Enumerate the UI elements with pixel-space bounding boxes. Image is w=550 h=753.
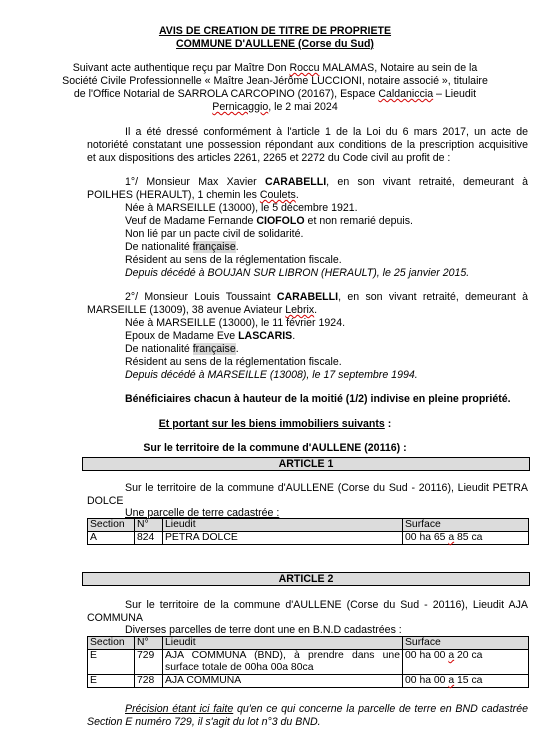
header-section: Section [88, 519, 135, 532]
person1-pacs: Non lié par un pacte civil de solidarité. [125, 228, 304, 240]
person2-line-1: 2°/ Monsieur Louis Toussaint CARABELLI, en son vivant retraité, demeurant à [125, 291, 528, 303]
person1-fiscal: Résident au sens de la réglementation fiscale. [125, 254, 342, 266]
article2-parcel-label: Diverses parcelles de terre dont une en B.N.D cadastrées : [125, 624, 402, 636]
table-row [88, 675, 529, 688]
person1-nationality: De nationalité française. [125, 241, 239, 253]
cell-lieudit: PETRA DOLCE [163, 532, 403, 545]
article1-line-2: DOLCE [87, 495, 124, 507]
cell-section: E [88, 650, 135, 675]
person1-line-1: 1°/ Monsieur Max Xavier CARABELLI, en son vivant retraité, demeurant à [125, 176, 528, 188]
article1-header: ARTICLE 1 [82, 457, 530, 471]
cell-lieudit-line-1: AJA COMMUNA (BND), à prendre dans une [165, 650, 400, 661]
intro-line-2: Société Civile Professionnelle « Maître Jean-Jérôme LUCCIONI, notaire associé », titulaire [62, 75, 488, 87]
article2-line-2: COMMUNA [87, 612, 143, 624]
cell-lieudit [163, 650, 403, 675]
territory-heading: Sur le territoire de la commune d'AULLENE (20116) : [143, 442, 407, 454]
person2-death: Depuis décédé à MARSEILLE (13008), le 17 septembre 1994. [125, 369, 418, 381]
header-section: Section [88, 637, 135, 650]
article2-line-1: Sur le territoire de la commune d'AULLENE (Corse du Sud - 20116), Lieudit AJA [125, 599, 528, 611]
cell-lieudit: AJA COMMUNA [163, 675, 403, 688]
person1-death: Depuis décédé à BOUJAN SUR LIBRON (HERAULT), le 25 janvier 2015. [125, 267, 470, 279]
article1-cadastre-table [87, 518, 529, 545]
person1-birth: Née à MARSEILLE (13000), le 5 décembre 1921. [125, 202, 358, 214]
precision-line-1: Précision étant ici faite qu'en ce qui concerne la parcelle de terre en BND cadastrée [125, 703, 528, 715]
cell-section: A [88, 532, 135, 545]
table-header-row [88, 519, 529, 532]
table-header-row [88, 637, 529, 650]
article2-header: ARTICLE 2 [82, 572, 530, 586]
intro-line-3: de l'Office Notarial de SARROLA CARCOPINO (20167), Espace Caldaniccia – Lieudit [73, 88, 477, 100]
intro-line-4: Pernicaggio, le 2 mai 2024 [212, 101, 338, 113]
cell-number: 729 [135, 650, 163, 675]
table-row [88, 650, 529, 675]
notoriety-line-1: Il a été dressé conformément à l'article 1 de la Loi du 6 mars 2017, un acte de [125, 126, 528, 138]
property-intro: Et portant sur les biens immobiliers suivants : [158, 418, 392, 430]
notoriety-line-2: notoriété constatant une possession répondant aux conditions de la prescription acquisitive [87, 139, 528, 151]
person1-address: POILHES (HERAULT), 1 chemin les Coulets. [87, 189, 299, 201]
header-surface: Surface [403, 637, 529, 650]
cell-lieudit-line-2: surface totale de 00ha 00a 80ca [165, 662, 314, 673]
person1-widow: Veuf de Madame Fernande CIOFOLO et non remarié depuis. [125, 215, 413, 227]
header-surface: Surface [403, 519, 529, 532]
article2-cadastre-table [87, 636, 529, 688]
cell-surface: 00 ha 65 a 85 ca [403, 532, 529, 545]
cell-surface: 00 ha 00 a 20 ca [403, 650, 529, 675]
article1-line-1: Sur le territoire de la commune d'AULLENE (Corse du Sud - 20116), Lieudit PETRA [125, 482, 528, 494]
cell-number: 728 [135, 675, 163, 688]
header-number: N° [135, 519, 163, 532]
person2-birth: Née à MARSEILLE (13000), le 11 février 1924. [125, 317, 346, 329]
article1-parcel-label: Une parcelle de terre cadastrée : [125, 507, 280, 519]
document-title: AVIS DE CREATION DE TITRE DE PROPRIETE [158, 25, 392, 37]
header-lieudit: Lieudit [163, 519, 403, 532]
document-subtitle: COMMUNE D'AULLENE (Corse du Sud) [176, 38, 374, 50]
person2-address: MARSEILLE (13009), 38 avenue Aviateur Lebrix. [87, 304, 318, 316]
intro-line-1: Suivant acte authentique reçu par Maître Don Roccu MALAMAS, Notaire au sein de la [72, 62, 478, 74]
cell-section: E [88, 675, 135, 688]
cell-surface: 00 ha 00 a 15 ca [403, 675, 529, 688]
header-lieudit: Lieudit [163, 637, 403, 650]
person2-nationality: De nationalité française. [125, 343, 239, 355]
precision-line-2: Section E numéro 729, il s'agit du lot n°3 du BND. [87, 716, 321, 728]
cell-number: 824 [135, 532, 163, 545]
beneficiaries-statement: Bénéficiaires chacun à hauteur de la moitié (1/2) indivise en pleine propriété. [125, 393, 511, 405]
person2-spouse: Epoux de Madame Eve LASCARIS. [125, 330, 296, 342]
person2-fiscal: Résident au sens de la réglementation fiscale. [125, 356, 342, 368]
notoriety-line-3: et aux dispositions des articles 2261, 2265 et 2272 du Code civil au profit de : [87, 152, 451, 164]
header-number: N° [135, 637, 163, 650]
table-row [88, 532, 529, 545]
